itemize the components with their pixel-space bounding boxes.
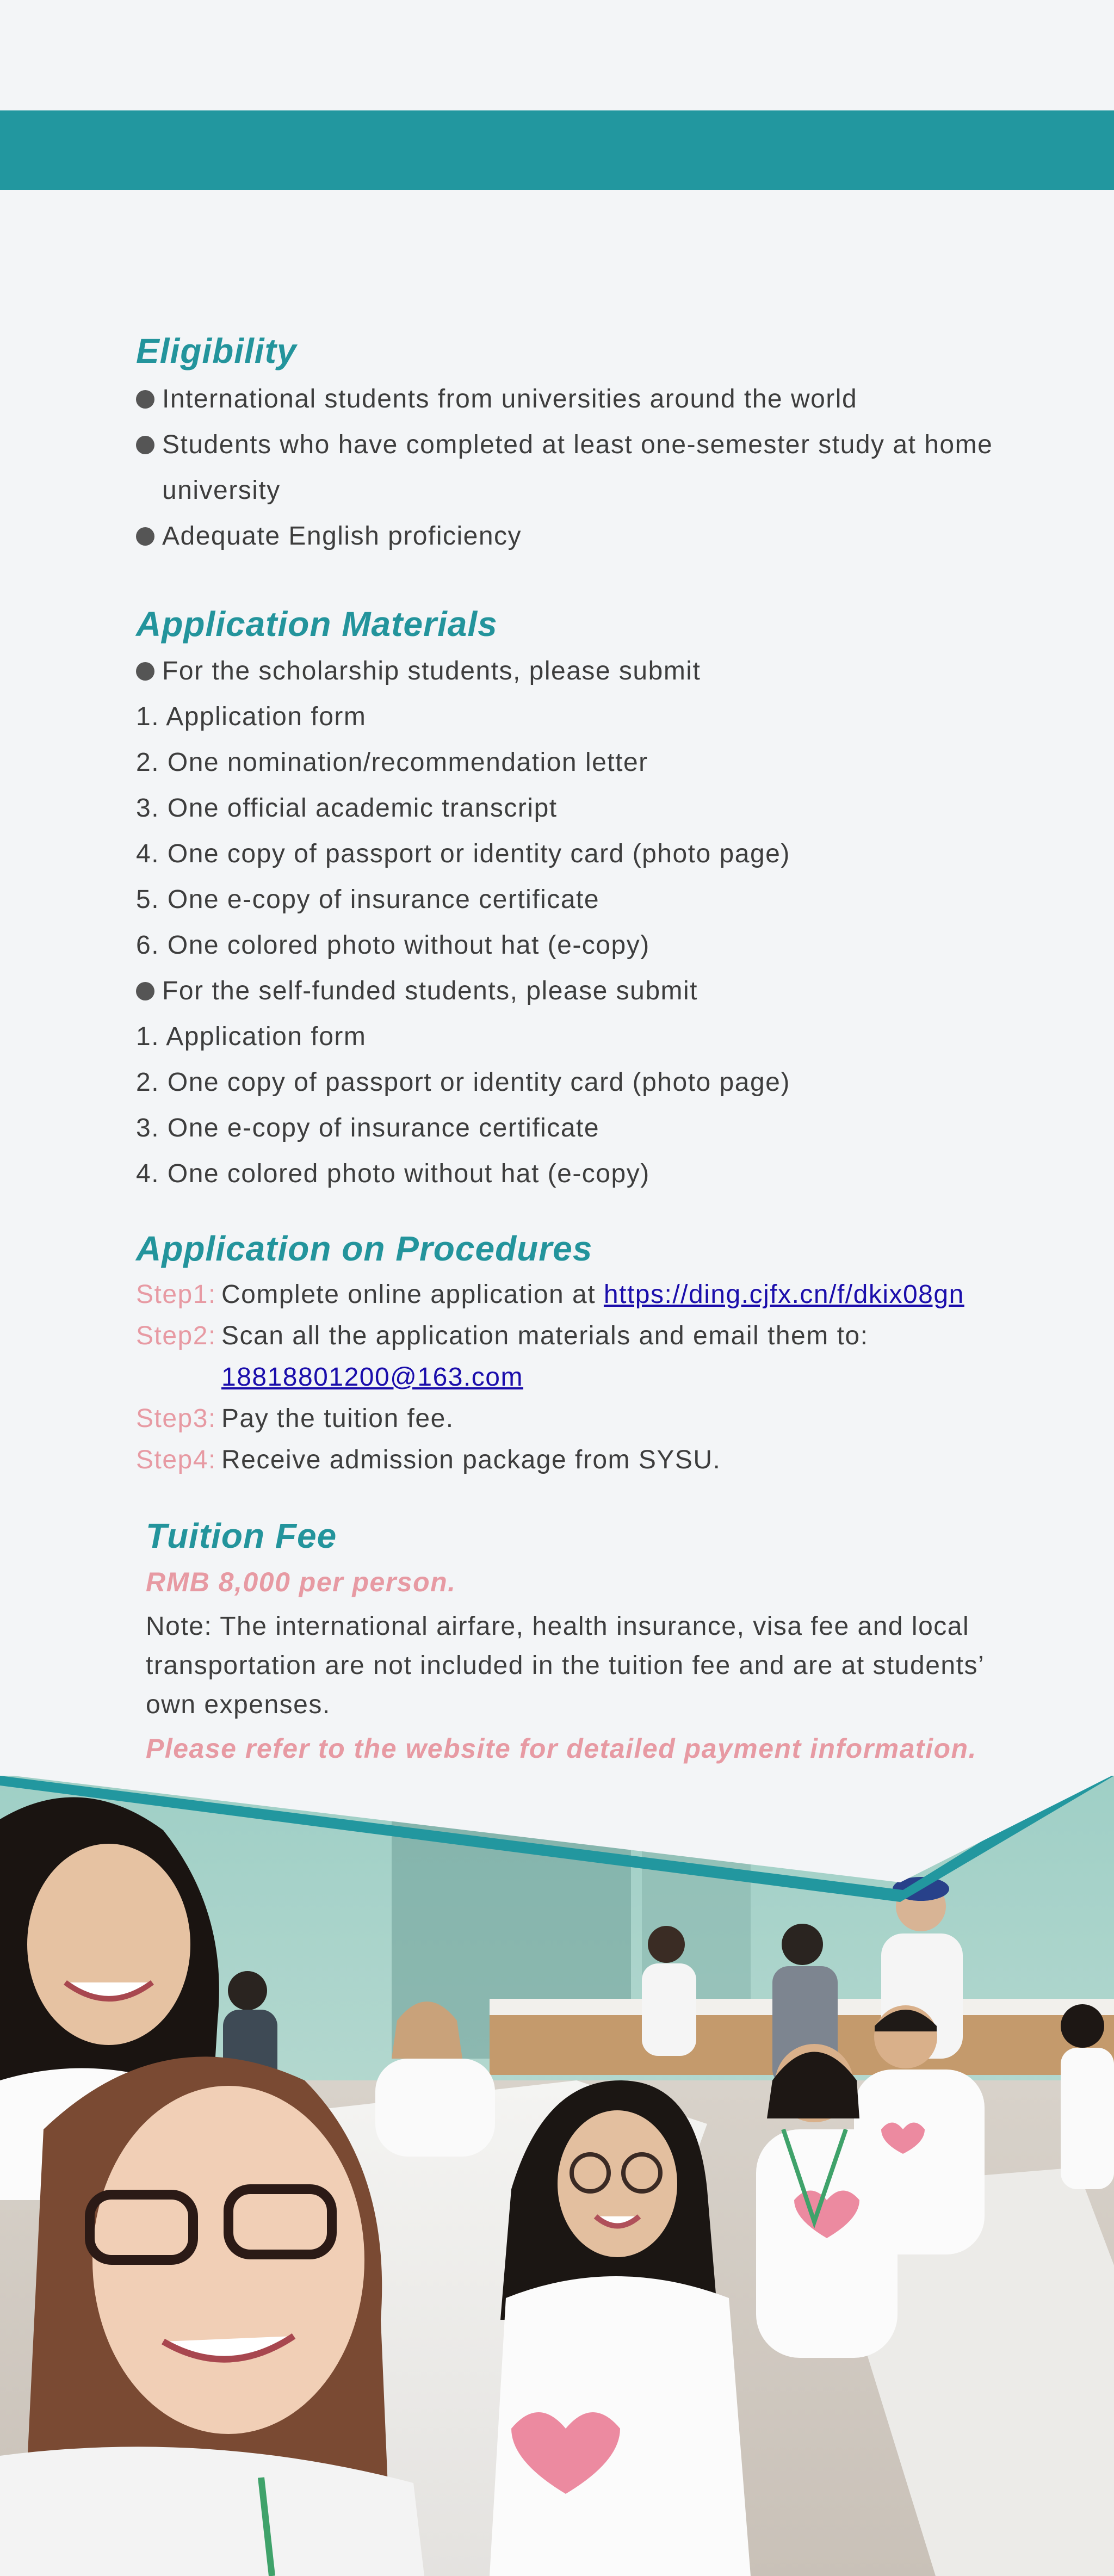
list-item: 6. One colored photo without hat (e-copy) bbox=[136, 931, 650, 960]
materials-section bbox=[136, 600, 1006, 1197]
bullet-icon bbox=[136, 662, 154, 681]
email-link[interactable]: 18818801200@163.com bbox=[221, 1363, 523, 1392]
tuition-note: Note: The international airfare, health insurance, visa fee and local transportation are not included in the tuition fee and are at students’ own expenses. bbox=[146, 1612, 984, 1719]
list-item: 3. One e-copy of insurance certificate bbox=[136, 1114, 600, 1142]
bullet-icon bbox=[136, 436, 154, 454]
step-text-part: Scan all the application materials and email them to: bbox=[221, 1321, 869, 1350]
bullet-icon bbox=[136, 527, 154, 546]
list-item: 2. One nomination/recommendation letter bbox=[136, 748, 648, 777]
eligibility-section bbox=[136, 326, 1006, 559]
list-item: 3. One official academic transcript bbox=[136, 794, 558, 823]
tuition-section bbox=[146, 1511, 1005, 1770]
top-teal-band bbox=[0, 110, 1114, 190]
step-text: Pay the tuition fee. bbox=[221, 1404, 454, 1433]
list-item-text: Adequate English proficiency bbox=[162, 522, 522, 551]
list-item: 4. One copy of passport or identity card (photo page) bbox=[136, 839, 790, 868]
list-item: 2. One copy of passport or identity card (photo page) bbox=[136, 1068, 790, 1097]
list-item bbox=[136, 514, 1006, 559]
list-item: 1. Application form bbox=[136, 702, 367, 731]
list-item bbox=[136, 376, 1006, 422]
bullet-icon bbox=[136, 390, 154, 409]
list-item: 1. Application form bbox=[136, 1022, 367, 1051]
list-item bbox=[136, 648, 1006, 694]
step-label: Step2: bbox=[136, 1321, 216, 1350]
list-item-text: International students from universities around the world bbox=[162, 385, 858, 413]
step-row bbox=[136, 1315, 1006, 1398]
step-row bbox=[136, 1440, 1006, 1481]
procedures-section bbox=[136, 1224, 1006, 1481]
list-item bbox=[136, 422, 1006, 514]
step-label: Step1: bbox=[136, 1280, 216, 1309]
list-item-text: Students who have completed at least one-semester study at home university bbox=[162, 430, 993, 505]
step-row bbox=[136, 1274, 1006, 1315]
step-text-part: Complete online application at bbox=[221, 1280, 604, 1309]
list-item: 5. One e-copy of insurance certificate bbox=[136, 885, 600, 914]
step-label: Step4: bbox=[136, 1445, 216, 1474]
tuition-price: RMB 8,000 per person. bbox=[146, 1567, 456, 1597]
list-item bbox=[136, 968, 1006, 1014]
bullet-icon bbox=[136, 982, 154, 1000]
selffunded-intro: For the self-funded students, please submit bbox=[162, 977, 698, 1005]
application-link[interactable]: https://ding.cjfx.cn/f/dkix08gn bbox=[603, 1280, 964, 1309]
step-text: Receive admission package from SYSU. bbox=[221, 1445, 721, 1474]
step-text bbox=[221, 1315, 1006, 1398]
procedures-heading: Application on Procedures bbox=[136, 1229, 593, 1268]
eligibility-heading: Eligibility bbox=[136, 331, 297, 370]
step-text bbox=[221, 1274, 1006, 1315]
step-label: Step3: bbox=[136, 1404, 216, 1433]
payment-info: Please refer to the website for detailed payment information. bbox=[146, 1733, 977, 1764]
step-row bbox=[136, 1398, 1006, 1440]
list-item: 4. One colored photo without hat (e-copy) bbox=[136, 1159, 650, 1188]
tuition-heading: Tuition Fee bbox=[146, 1516, 337, 1555]
group-photo bbox=[0, 1776, 1114, 2576]
scholarship-intro: For the scholarship students, please submit bbox=[162, 657, 701, 685]
materials-heading: Application Materials bbox=[136, 604, 498, 644]
